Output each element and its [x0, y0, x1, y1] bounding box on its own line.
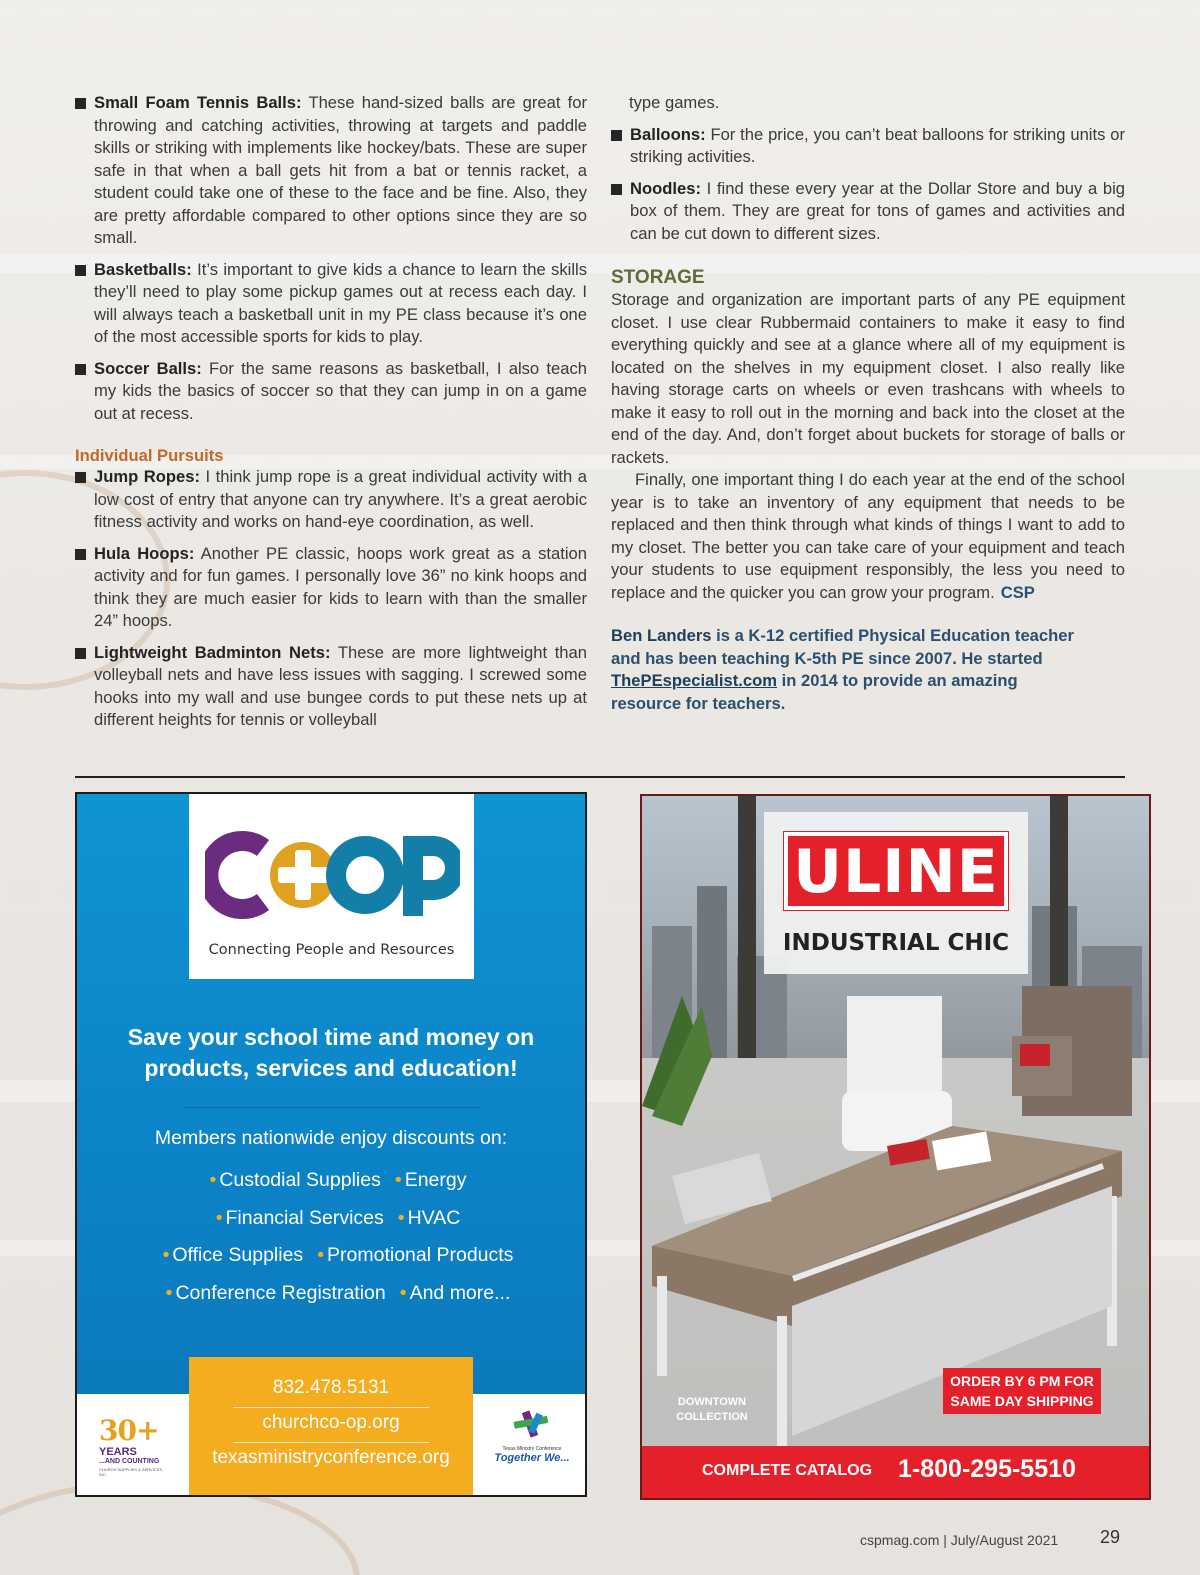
bullet-text: It’s important to give kids a chance to learn the skills they’ll need to play some pickup games out at recess each day. I will always teach a basketball unit in my PE class because it’s one of the most accessible sports for kids to play.: [94, 259, 587, 346]
bullet-square-icon: [75, 265, 86, 276]
bullet-item: [75, 92, 587, 250]
bullet-item: [75, 259, 587, 349]
bullet-dot-icon: •: [394, 1169, 402, 1191]
bullet-term: Lightweight Badminton Nets:: [94, 642, 331, 662]
bullet-term: Small Foam Tennis Balls:: [94, 93, 302, 112]
coop-item-row: [77, 1275, 585, 1313]
author-website-link[interactable]: ThePEspecialist.com: [611, 671, 778, 690]
uline-phone[interactable]: 1-800-295-5510: [898, 1455, 1076, 1483]
storage-heading: STORAGE: [611, 267, 705, 288]
uline-advertisement[interactable]: [640, 794, 1151, 1500]
coop-discount-item: And more...: [409, 1281, 511, 1304]
bullet-dot-icon: •: [399, 1281, 407, 1304]
section-divider: [75, 776, 1125, 778]
bullet-term: Noodles:: [630, 178, 701, 198]
coop-divider: [183, 1107, 481, 1108]
bullet-item: [611, 178, 1125, 246]
thirty-years-badge: [99, 1414, 169, 1477]
bullet-item: [75, 642, 587, 732]
bullet-term: Balloons:: [630, 124, 706, 144]
contact-separator: [233, 1407, 429, 1408]
bullet-item: [75, 466, 587, 534]
storage-paragraph-1: Storage and organization are important parts of any PE equipment closet. I use clear Rubbermaid containers to make it easy to find everything quickly and see at a glance where all of my equipment is located on the shelves in my equipment closet. I also really like having storage carts on wheels or even trashcans with wheels to make it easy to roll out in the morning and back into the closet at the end of the day. And, don’t forget about buckets for storage of balls or rackets.: [611, 290, 1125, 467]
coop-members-line: Members nationwide enjoy discounts on:: [154, 1127, 508, 1149]
coop-headline: Save your school time and money on products, services and education!: [127, 1024, 535, 1081]
page-number: 29: [1100, 1527, 1121, 1547]
bullet-square-icon: [75, 472, 86, 483]
coop-tagline: Connecting People and Resources: [208, 942, 455, 958]
magazine-issue: cspmag.com | July/August 2021: [860, 1532, 1059, 1548]
bullet-text: Another PE classic, hoops work great as a station activity and for fun games. I personally love 36” no kink hoops and think they are much easier for kids to learn with than the smaller 24” hoops.: [94, 543, 587, 630]
coop-advertisement[interactable]: [75, 792, 587, 1497]
coop-discount-item: HVAC: [407, 1206, 461, 1229]
conference-website[interactable]: texasministryconference.org: [212, 1447, 450, 1468]
badge-number: 30+: [99, 1414, 159, 1447]
author-bio: [611, 625, 1091, 715]
article-left-column: [75, 92, 587, 741]
bio-text-2: in 2014 to provide an amazing resource for teachers.: [611, 671, 1018, 713]
article-right-column: [611, 92, 1125, 715]
coop-item-row: [77, 1237, 585, 1275]
conference-cross-icon: [510, 1409, 554, 1439]
coop-discount-item: Conference Registration: [175, 1281, 386, 1304]
bullet-text: For the same reasons as basketball, I also teach my kids the basics of soccer so that they can jump in on a game out at recess.: [94, 358, 587, 423]
uline-logo: ULINE: [784, 832, 1008, 910]
bullet-term: Hula Hoops:: [94, 543, 195, 563]
uline-subtitle: INDUSTRIAL CHIC: [782, 930, 1010, 956]
individual-pursuits-heading: Individual Pursuits: [75, 446, 224, 465]
same-day-shipping-badge: ORDER BY 6 PM FOR SAME DAY SHIPPING: [943, 1368, 1101, 1414]
contact-separator: [233, 1442, 429, 1443]
coop-phone[interactable]: 832.478.5131: [272, 1377, 390, 1398]
bullet-item: [75, 543, 587, 633]
coop-discount-item: Energy: [404, 1169, 467, 1191]
bullet-dot-icon: •: [215, 1206, 223, 1229]
bullet-item: [611, 124, 1125, 169]
bio-text-1: is a K-12 certified Physical Education teacher and has been teaching K-5th PE since 2007. He started: [611, 626, 1074, 668]
bullet-dot-icon: •: [162, 1244, 170, 1266]
bullet-text: I find these every year at the Dollar Store and buy a big box of them. They are great for tons of games and activities and can be cut down to different sizes.: [630, 178, 1125, 243]
coop-discount-item: Promotional Products: [327, 1244, 514, 1266]
bullet-text: For the price, you can’t beat balloons for striking units or striking activities.: [630, 124, 1125, 166]
bullet-text: I think jump rope is a great individual activity with a low cost of entry that anyone can try anywhere. It’s a great aerobic fitness activity and works on hand-eye coordination, as well.: [94, 467, 587, 531]
csp-end-mark: CSP: [1000, 582, 1035, 602]
storage-paragraph-2-text: Finally, one important thing I do each year at the end of the school year is to take an inventory of any equipment that needs to be replaced and then think through what kinds of things I want to add to my closet. The better you can take care of your equipment and teach your students to use equipment responsibly, the less you need to replace and the quicker you can grow your program.: [611, 470, 1125, 602]
complete-catalog-label: COMPLETE CATALOG: [702, 1462, 873, 1479]
coop-logo-box: [189, 794, 474, 979]
bullet-square-icon: [611, 130, 622, 141]
uline-catalog-bar: [642, 1446, 1149, 1498]
collection-label: DOWNTOWN COLLECTION: [676, 1396, 748, 1423]
bullet-term: Basketballs:: [94, 259, 192, 279]
bullet-dot-icon: •: [317, 1244, 325, 1266]
coop-contact-box: [189, 1357, 473, 1497]
bullet-square-icon: [75, 98, 86, 109]
bullet-item: [75, 358, 587, 426]
bullet-dot-icon: •: [209, 1169, 217, 1191]
coop-discount-item: Financial Services: [225, 1206, 384, 1229]
bullet-dot-icon: •: [397, 1206, 405, 1229]
bullet-square-icon: [75, 549, 86, 560]
badge-counting: ...AND COUNTING: [99, 1458, 160, 1465]
coop-item-row: [77, 1200, 585, 1238]
bullet-term: Jump Ropes:: [94, 467, 200, 486]
bullet-text: These are more lightweight than volleyball nets and have less issues with sagging. I screwed some hooks into my wall and use bungee cords to put these nets up at different heights for tennis or volleyball: [94, 642, 587, 729]
uline-logo-box: [764, 812, 1028, 974]
coop-logo: [205, 830, 460, 920]
bullet-square-icon: [611, 184, 622, 195]
bullet-square-icon: [75, 648, 86, 659]
coop-discount-item: Custodial Supplies: [219, 1169, 381, 1191]
bullet-text: These hand-sized balls are great for throwing and catching activities, throwing at targets and paddle skills or striking with implements like hockey/bats. These are super safe in that when a ball gets hit from a bat or tennis racket, a student could take one of these to the face and be fine. Also, they are pretty affordable compared to other options since they are so small.: [94, 93, 587, 247]
coop-discount-list: [77, 1162, 585, 1312]
tmc-name: Texas Ministry Conference: [502, 1446, 562, 1452]
tmc-tagline: Together We...: [494, 1452, 570, 1464]
bullet-term: Soccer Balls:: [94, 358, 202, 378]
badge-small-print: CHURCH SUPPLIES & SERVICES, INC.: [99, 1467, 164, 1477]
bullet-dot-icon: •: [165, 1281, 173, 1304]
author-name: Ben Landers: [611, 626, 712, 645]
coop-item-row: [77, 1162, 585, 1200]
continued-text: type games.: [629, 93, 720, 112]
coop-discount-item: Office Supplies: [172, 1244, 304, 1266]
bullet-square-icon: [75, 364, 86, 375]
badge-years: YEARS: [99, 1446, 137, 1458]
coop-website[interactable]: churchco-op.org: [262, 1412, 400, 1433]
texas-ministry-conference-logo: [492, 1409, 572, 1479]
storage-paragraph-2: [611, 469, 1125, 604]
